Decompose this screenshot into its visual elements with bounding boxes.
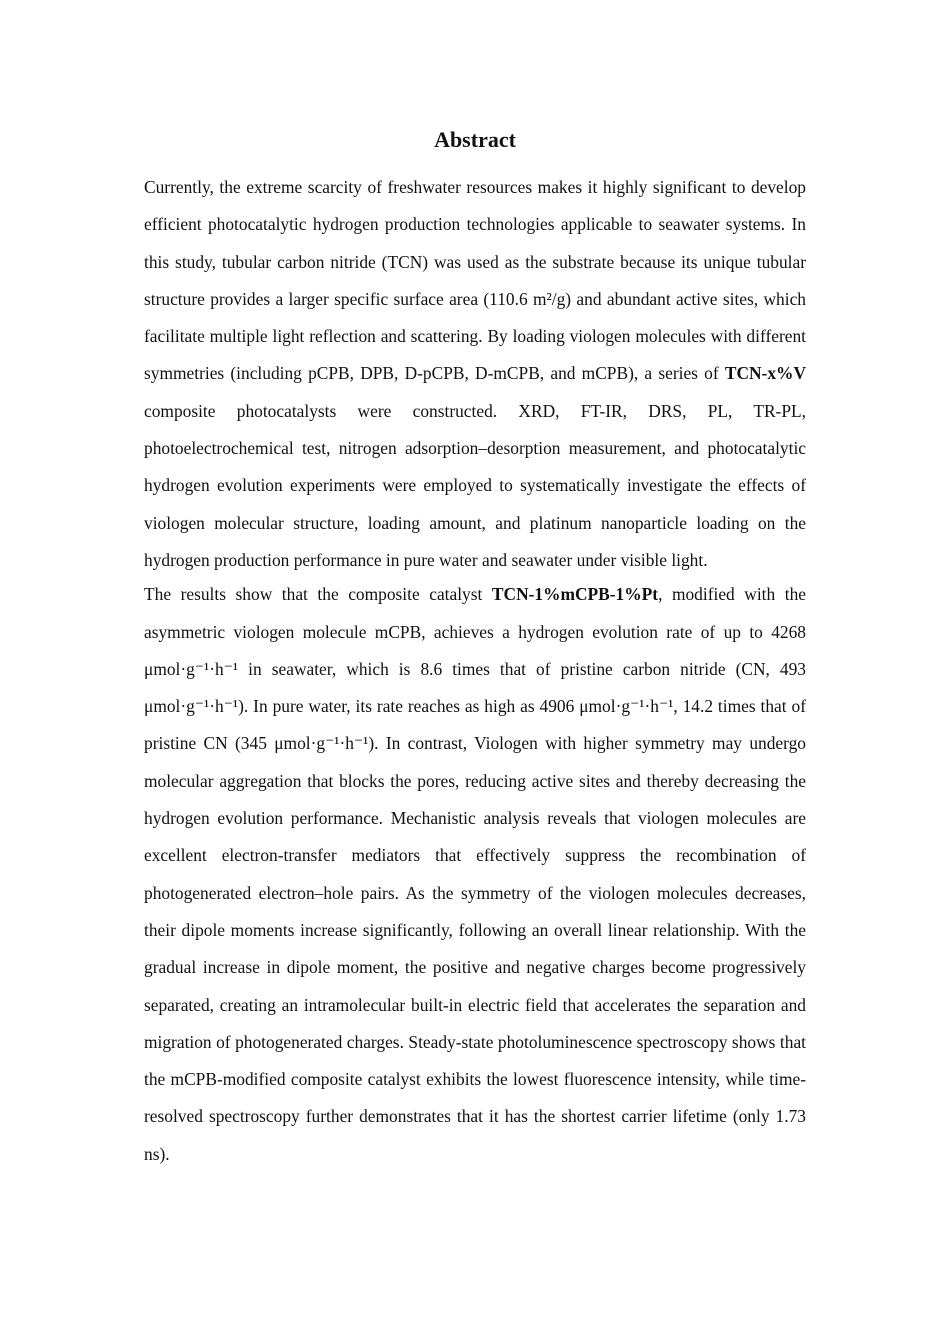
abstract-page (144, 125, 806, 1173)
catalyst-series-name: TCN-x%V (724, 363, 806, 384)
paragraph-1-text-b: composite photocatalysts were constructed. XRD, FT-IR, DRS, PL, TR-PL, photoelectrochemical test, nitrogen adsorption–desorption measurement, and photocatalytic hydrogen evolution experiments were employed to systematically investigate the effects of viologen molecular structure, loading amount, and platinum nanoparticle loading on the hydrogen production performance in pure water and seawater under visible light. (144, 400, 806, 570)
abstract-paragraph-2 (144, 576, 806, 1173)
paragraph-2-text-b: , modified with the asymmetric viologen molecule mCPB, achieves a hydrogen evolution rate of up to 4268 μmol·g⁻¹·h⁻¹ in seawater, which is 8.6 times that of pristine carbon nitride (CN, 493 μmol·g⁻¹·h⁻¹). In pure water, its rate reaches as high as 4906 μmol·g⁻¹·h⁻¹, 14.2 times that of pristine CN (345 μmol·g⁻¹·h⁻¹). In contrast, Viologen with higher symmetry may undergo molecular aggregation that blocks the pores, reducing active sites and thereby decreasing the hydrogen evolution performance. Mechanistic analysis reveals that viologen molecules are excellent electron-transfer mediators that effectively suppress the recombination of photogenerated electron–hole pairs. As the symmetry of the viologen molecules decreases, their dipole moments increase significantly, following an overall linear relationship. With the gradual increase in dipole moment, the positive and negative charges become progressively separated, creating an intramolecular built-in electric field that accelerates the separation and migration of photogenerated charges. Steady-state photoluminescence spectroscopy shows that the mCPB-modified composite catalyst exhibits the lowest fluorescence intensity, while time-resolved spectroscopy further demonstrates that it has the shortest carrier lifetime (only 1.73 ns). (144, 584, 806, 1164)
paragraph-1-text-a: Currently, the extreme scarcity of freshwater resources makes it highly significant to develop efficient photocatalytic hydrogen production technologies applicable to seawater systems. In this study, tubular carbon nitride (TCN) was used as the substrate because its unique tubular structure provides a larger specific surface area (110.6 m²/g) and abundant active sites, which facilitate multiple light reflection and scattering. By loading viologen molecules with different symmetries (including pCPB, DPB, D-pCPB, D-mCPB, and mCPB), a series of (144, 177, 806, 384)
abstract-paragraph-1 (144, 169, 806, 579)
catalyst-name: TCN-1%mCPB-1%Pt (491, 584, 659, 605)
page-title: Abstract (434, 127, 516, 152)
paragraph-2-text-a: The results show that the composite catalyst (144, 584, 492, 605)
